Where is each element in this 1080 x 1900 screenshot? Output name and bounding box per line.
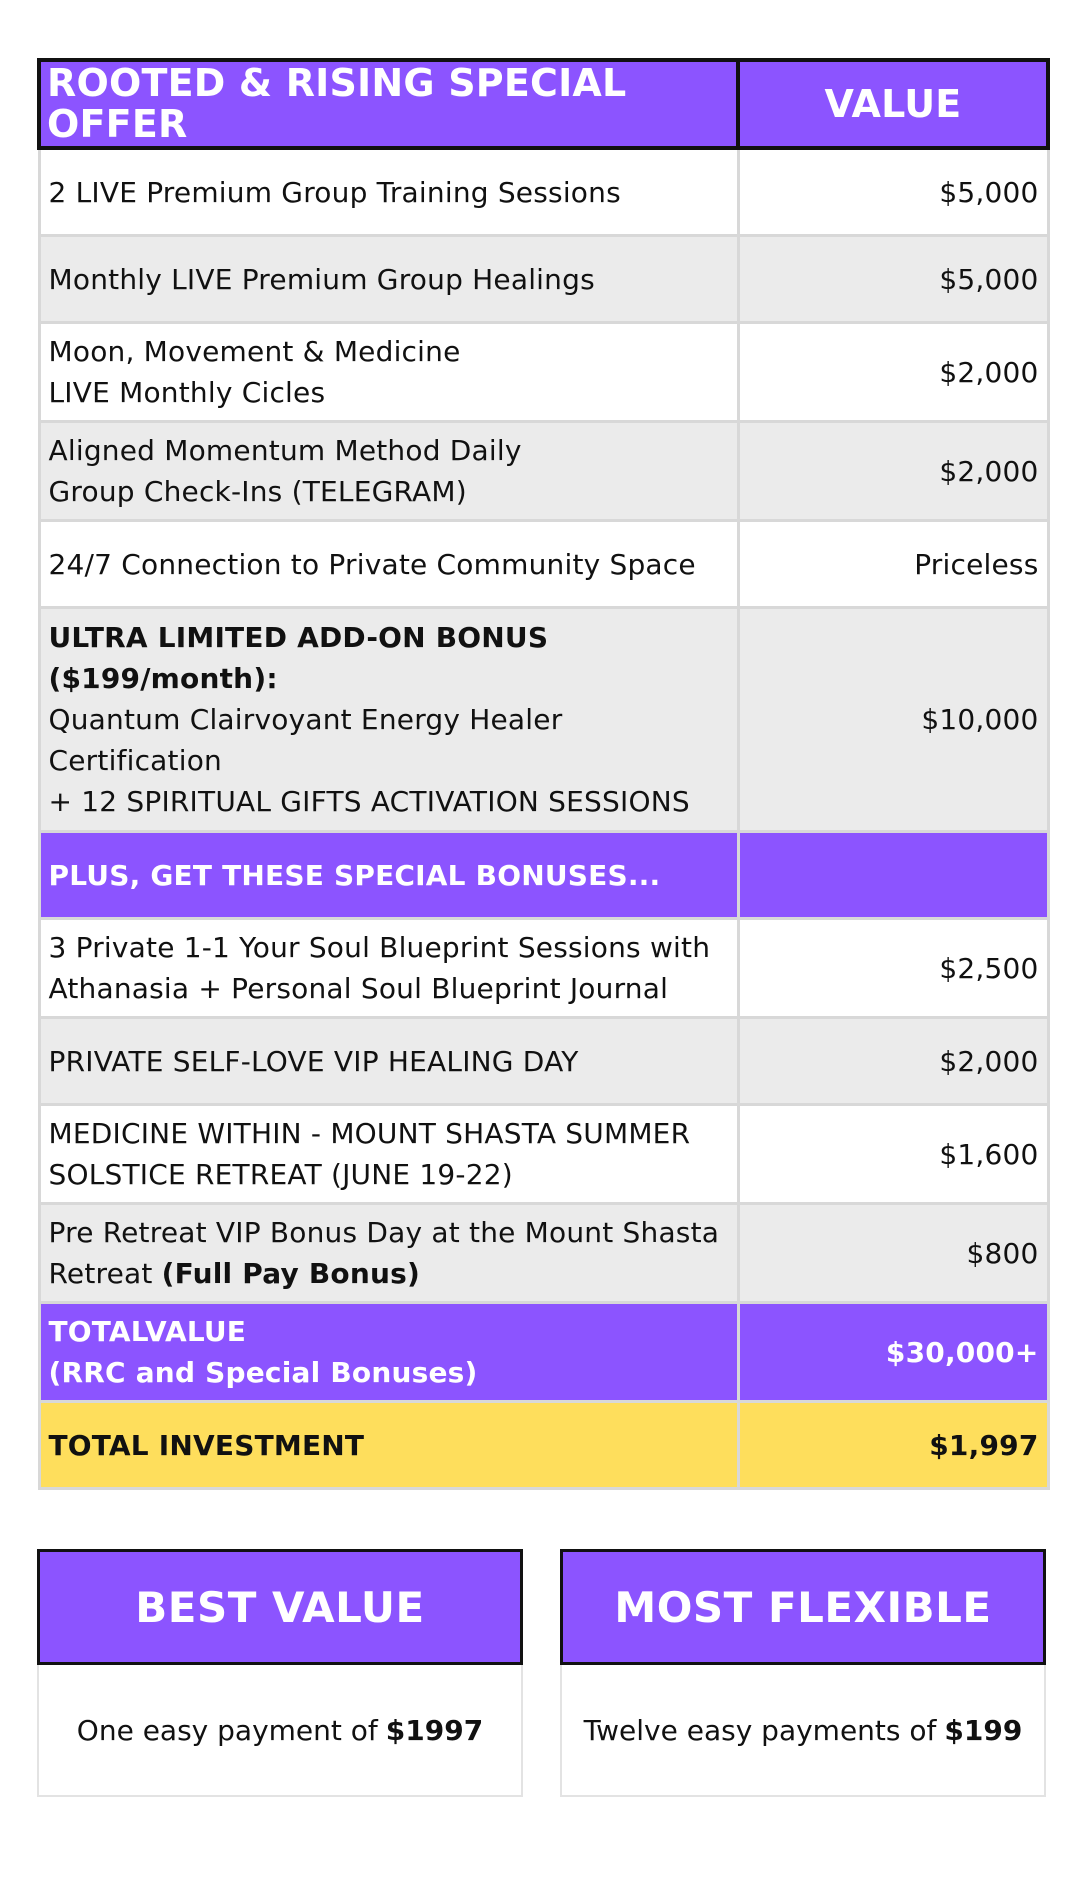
item-value: $2,000 bbox=[738, 1018, 1048, 1105]
most-flexible-title: MOST FLEXIBLE bbox=[560, 1549, 1046, 1665]
best-value-title: BEST VALUE bbox=[37, 1549, 523, 1665]
item-label-line: + 12 SPIRITUAL GIFTS ACTIVATION SESSIONS bbox=[48, 785, 690, 818]
item-label-line: Moon, Movement & Medicine bbox=[48, 335, 461, 368]
item-label bbox=[39, 608, 738, 832]
table-row bbox=[39, 236, 1048, 323]
item-label: PRIVATE SELF-LOVE VIP HEALING DAY bbox=[39, 1018, 738, 1105]
best-value-text: One easy payment of bbox=[76, 1713, 378, 1747]
best-value-card bbox=[37, 1549, 523, 1797]
total-value-amount: $30,000+ bbox=[738, 1303, 1048, 1402]
most-flexible-amount: $199 bbox=[944, 1713, 1023, 1747]
full-pay-bonus-note: (Full Pay Bonus) bbox=[161, 1257, 420, 1290]
most-flexible-text: Twelve easy payments of bbox=[583, 1713, 937, 1747]
table-row bbox=[39, 1018, 1048, 1105]
table-row bbox=[39, 323, 1048, 422]
most-flexible-card bbox=[560, 1549, 1046, 1797]
table-row bbox=[39, 919, 1048, 1018]
table-row bbox=[39, 1105, 1048, 1204]
table-row bbox=[39, 148, 1048, 236]
item-value: $10,000 bbox=[738, 608, 1048, 832]
total-investment-amount: $1,997 bbox=[738, 1402, 1048, 1489]
offer-title: ROOTED & RISING SPECIAL OFFER bbox=[39, 60, 738, 148]
total-value-title: TOTALVALUE bbox=[48, 1315, 247, 1348]
value-column-header: VALUE bbox=[738, 60, 1048, 148]
item-label: 2 LIVE Premium Group Training Sessions bbox=[39, 148, 738, 236]
item-label bbox=[39, 1105, 738, 1204]
item-label: Monthly LIVE Premium Group Healings bbox=[39, 236, 738, 323]
table-row bbox=[39, 521, 1048, 608]
item-label-line bbox=[49, 1253, 729, 1294]
total-investment-label: TOTAL INVESTMENT bbox=[39, 1402, 738, 1489]
item-value: $5,000 bbox=[738, 148, 1048, 236]
item-label-line: Aligned Momentum Method Daily bbox=[48, 434, 522, 467]
item-label bbox=[39, 1204, 738, 1303]
addon-bonus-price: ($199/month): bbox=[48, 662, 278, 695]
item-label-line: SOLSTICE RETREAT (JUNE 19-22) bbox=[48, 1158, 513, 1191]
item-label-line: LIVE Monthly Cicles bbox=[48, 376, 326, 409]
item-label bbox=[39, 422, 738, 521]
most-flexible-description bbox=[560, 1665, 1046, 1797]
item-label-line: Quantum Clairvoyant Energy Healer bbox=[48, 703, 563, 736]
item-label bbox=[39, 919, 738, 1018]
best-value-amount: $1997 bbox=[385, 1713, 484, 1747]
addon-bonus-title: ULTRA LIMITED ADD-ON BONUS bbox=[48, 621, 549, 654]
total-value-subtitle: (RRC and Special Bonuses) bbox=[48, 1356, 478, 1389]
table-header-row bbox=[39, 60, 1048, 148]
total-investment-row bbox=[39, 1402, 1048, 1489]
best-value-description bbox=[37, 1665, 523, 1797]
bonus-header-label: PLUS, GET THESE SPECIAL BONUSES... bbox=[39, 832, 738, 919]
item-value: $2,500 bbox=[738, 919, 1048, 1018]
table-row bbox=[39, 608, 1048, 832]
offer-table bbox=[37, 58, 1050, 1490]
item-value: $800 bbox=[738, 1204, 1048, 1303]
item-label-line: Certification bbox=[48, 744, 222, 777]
item-label-line: Pre Retreat VIP Bonus Day at the Mount Shasta bbox=[48, 1216, 720, 1249]
item-label-line: 3 Private 1-1 Your Soul Blueprint Sessions with bbox=[48, 931, 711, 964]
bonus-header-row bbox=[39, 832, 1048, 919]
item-value: $2,000 bbox=[738, 422, 1048, 521]
item-value: $2,000 bbox=[738, 323, 1048, 422]
item-label bbox=[39, 323, 738, 422]
item-label-text: Retreat bbox=[48, 1257, 153, 1290]
item-label-line: Group Check-Ins (TELEGRAM) bbox=[48, 475, 467, 508]
item-label-line: MEDICINE WITHIN - MOUNT SHASTA SUMMER bbox=[48, 1117, 691, 1150]
total-value-label bbox=[39, 1303, 738, 1402]
item-value: $5,000 bbox=[738, 236, 1048, 323]
item-value: Priceless bbox=[738, 521, 1048, 608]
bonus-header-empty bbox=[738, 832, 1048, 919]
table-row bbox=[39, 422, 1048, 521]
table-row bbox=[39, 1204, 1048, 1303]
item-value: $1,600 bbox=[738, 1105, 1048, 1204]
item-label-line: Athanasia + Personal Soul Blueprint Journal bbox=[48, 972, 669, 1005]
total-value-row bbox=[39, 1303, 1048, 1402]
item-label: 24/7 Connection to Private Community Space bbox=[39, 521, 738, 608]
